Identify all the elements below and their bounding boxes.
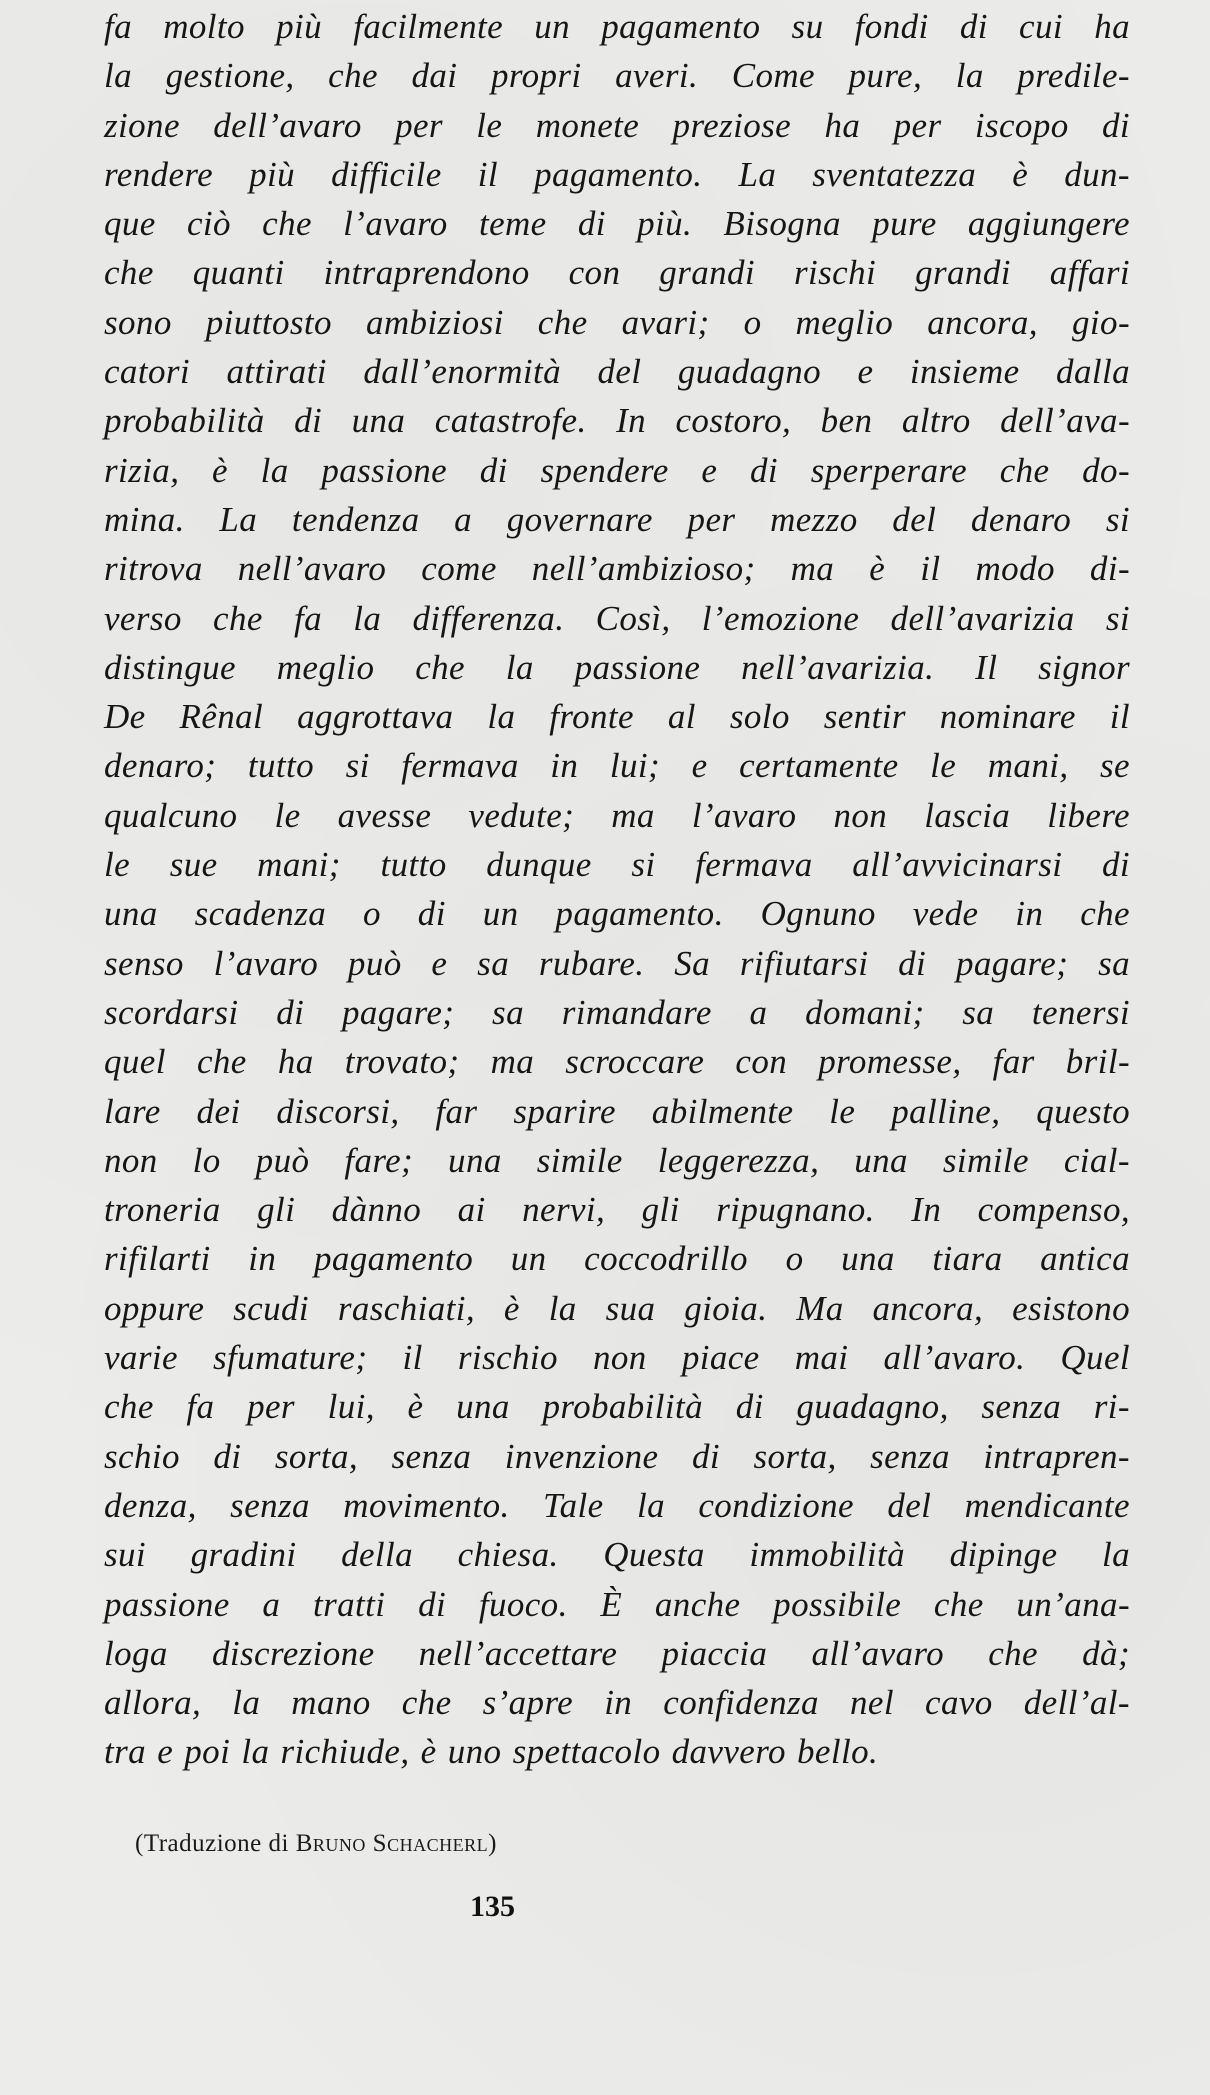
credit-suffix: ) xyxy=(488,1830,497,1857)
text-line: schio di sorta, senza invenzione di sorta, senza intrapren- xyxy=(104,1436,1130,1476)
text-line: quel che ha trovato; ma scroccare con promesse, far bril- xyxy=(104,1042,1130,1082)
text-line: allora, la mano che s’apre in confidenza nel cavo dell’al- xyxy=(104,1683,1130,1723)
translator-name: Bruno Schacherl xyxy=(295,1830,489,1857)
text-line: senso l’avaro può e sa rubare. Sa rifiutarsi di pagare; sa xyxy=(104,943,1130,983)
credit-prefix: (Traduzione di xyxy=(135,1830,296,1857)
text-line: tra e poi la richiude, è uno spettacolo davvero bello. xyxy=(104,1732,879,1772)
text-line: oppure scudi raschiati, è la sua gioia. Ma ancora, esistono xyxy=(104,1288,1130,1328)
text-line: non lo può fare; una simile leggerezza, una simile cial- xyxy=(104,1140,1130,1180)
text-line: mina. La tendenza a governare per mezzo del denaro si xyxy=(104,499,1130,539)
text-line: probabilità di una catastrofe. In costoro, ben altro dell’ava- xyxy=(104,401,1130,441)
text-line: che fa per lui, è una probabilità di guadagno, senza ri- xyxy=(104,1387,1130,1427)
text-line: loga discrezione nell’accettare piaccia all’avaro che dà; xyxy=(104,1633,1130,1673)
text-line: que ciò che l’avaro teme di più. Bisogna pure aggiungere xyxy=(104,204,1130,244)
text-line: denza, senza movimento. Tale la condizione del mendicante xyxy=(104,1485,1130,1525)
text-line: De Rênal aggrottava la fronte al solo sentir nominare il xyxy=(104,697,1130,737)
text-line: verso che fa la differenza. Così, l’emozione dell’avarizia si xyxy=(104,598,1130,638)
text-line: zione dell’avaro per le monete preziose ha per iscopo di xyxy=(104,105,1130,145)
text-line: passione a tratti di fuoco. È anche possibile che un’ana- xyxy=(104,1584,1130,1624)
text-line: troneria gli dànno ai nervi, gli ripugnano. In compenso, xyxy=(104,1190,1130,1230)
text-line: rendere più difficile il pagamento. La sventatezza è dun- xyxy=(104,154,1130,194)
page-number: 135 xyxy=(470,1890,515,1923)
text-line: fa molto più facilmente un pagamento su fondi di cui ha xyxy=(104,7,1130,46)
text-line: scordarsi di pagare; sa rimandare a domani; sa tenersi xyxy=(104,992,1130,1032)
text-line: la gestione, che dai propri averi. Come pure, la predile- xyxy=(104,56,1130,96)
text-line: distingue meglio che la passione nell’avarizia. Il signor xyxy=(104,647,1130,687)
text-line: lare dei discorsi, far sparire abilmente le palline, questo xyxy=(104,1091,1130,1131)
text-line: catori attirati dall’enormità del guadagno e insieme dalla xyxy=(104,352,1130,392)
text-line: rifilarti in pagamento un coccodrillo o una tiara antica xyxy=(104,1239,1130,1279)
text-line: sono piuttosto ambiziosi che avari; o meglio ancora, gio- xyxy=(104,302,1130,342)
text-line: qualcuno le avesse vedute; ma l’avaro non lascia libere xyxy=(104,795,1130,835)
body-text xyxy=(104,2,1130,1777)
text-line: una scadenza o di un pagamento. Ognuno vede in che xyxy=(104,894,1130,934)
text-line: che quanti intraprendono con grandi rischi grandi affari xyxy=(104,253,1130,293)
text-line: rizia, è la passione di spendere e di sperperare che do- xyxy=(104,450,1130,490)
text-line: ritrova nell’avaro come nell’ambizioso; ma è il modo di- xyxy=(104,549,1130,589)
text-line: denaro; tutto si fermava in lui; e certamente le mani, se xyxy=(104,746,1130,786)
text-line: le sue mani; tutto dunque si fermava all’avvicinarsi di xyxy=(104,845,1130,885)
text-line: varie sfumature; il rischio non piace mai all’avaro. Quel xyxy=(104,1338,1130,1378)
text-line: sui gradini della chiesa. Questa immobilità dipinge la xyxy=(104,1535,1130,1575)
translation-credit xyxy=(135,1830,497,1858)
